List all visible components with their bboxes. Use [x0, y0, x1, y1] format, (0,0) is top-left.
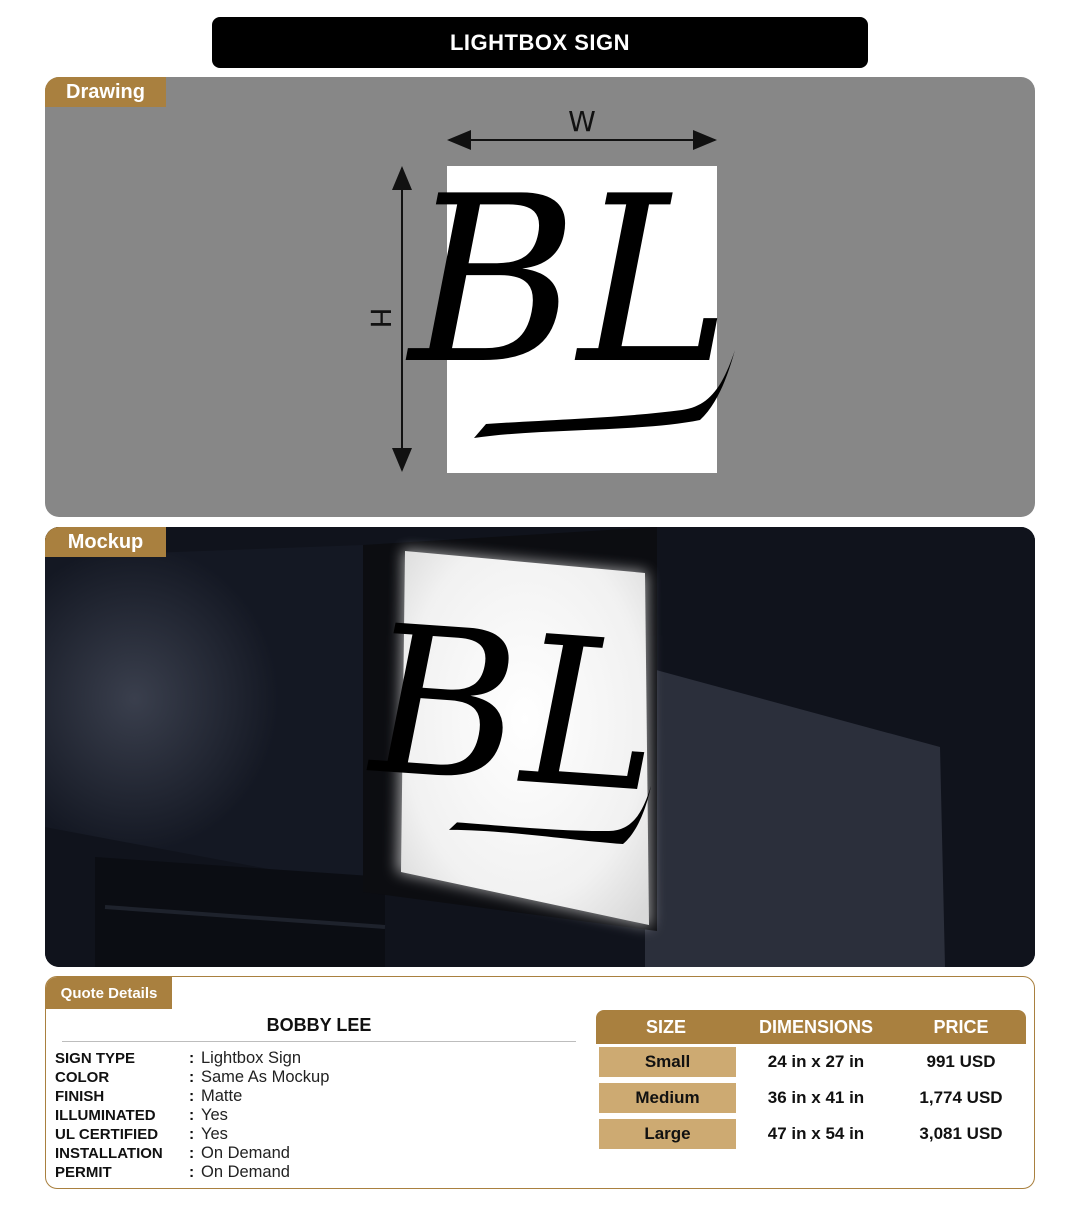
- table-row: [596, 1116, 1026, 1152]
- building-wall: [45, 545, 365, 887]
- spec-colon: :: [189, 1087, 195, 1105]
- header-dimensions: DIMENSIONS: [758, 1016, 873, 1037]
- spec-label: COLOR: [55, 1069, 110, 1086]
- price-table: [596, 1010, 1026, 1152]
- spec-row: [55, 1049, 575, 1068]
- spec-row: [55, 1068, 575, 1087]
- quote-details: [45, 976, 1035, 1189]
- dimension-drawing: [45, 77, 1035, 517]
- header-price: PRICE: [933, 1016, 989, 1037]
- quote-tag: Quote Details: [46, 977, 172, 1009]
- spec-list: [55, 1049, 575, 1182]
- spec-row: [55, 1125, 575, 1144]
- mockup-panel: [45, 527, 1035, 967]
- spec-label: FINISH: [55, 1088, 105, 1105]
- mockup-monogram: [366, 580, 657, 846]
- spec-value: Yes: [201, 1106, 228, 1124]
- mockup-monogram-text: BL: [369, 580, 657, 840]
- table-row: [596, 1044, 1026, 1080]
- spec-row: [55, 1106, 575, 1125]
- dimensions-cell: 24 in x 27 in: [767, 1052, 865, 1071]
- spec-label: SIGN TYPE: [55, 1050, 136, 1067]
- spec-colon: :: [189, 1068, 195, 1086]
- mockup-tag: Mockup: [45, 527, 166, 557]
- spec-row: [55, 1144, 575, 1163]
- spec-value: Lightbox Sign: [201, 1049, 301, 1067]
- drawing-tag: Drawing: [45, 77, 166, 107]
- spec-label: INSTALLATION: [55, 1145, 163, 1162]
- monogram-text: BL: [409, 148, 731, 415]
- spec-label: UL CERTIFIED: [55, 1126, 159, 1143]
- spec-value: On Demand: [201, 1163, 290, 1181]
- width-label: W: [568, 105, 596, 138]
- spec-label: ILLUMINATED: [55, 1107, 156, 1124]
- spec-value: Matte: [201, 1087, 243, 1105]
- price-table-header: [596, 1010, 1026, 1044]
- spec-value: Yes: [201, 1125, 228, 1143]
- size-cell: Small: [599, 1047, 736, 1077]
- spec-value: On Demand: [201, 1144, 290, 1162]
- spec-colon: :: [189, 1106, 195, 1124]
- mockup-scene: [45, 527, 1035, 967]
- spec-colon: :: [189, 1144, 195, 1162]
- spec-colon: :: [189, 1049, 195, 1067]
- price-cell: 991 USD: [926, 1052, 996, 1071]
- page-title: LIGHTBOX SIGN: [212, 17, 868, 68]
- monogram-logo: [405, 148, 735, 438]
- spec-row: [55, 1163, 575, 1182]
- table-row: [596, 1080, 1026, 1116]
- customer-name: BOBBY LEE: [62, 1015, 576, 1042]
- spec-colon: :: [189, 1163, 195, 1181]
- header-size: SIZE: [645, 1016, 686, 1037]
- height-label: H: [364, 307, 397, 329]
- size-cell: Large: [599, 1119, 736, 1149]
- drawing-panel: [45, 77, 1035, 517]
- dimensions-cell: 36 in x 41 in: [767, 1088, 865, 1107]
- spec-value: Same As Mockup: [201, 1068, 330, 1086]
- spec-label: PERMIT: [55, 1164, 112, 1181]
- spec-colon: :: [189, 1125, 195, 1143]
- dimensions-cell: 47 in x 54 in: [767, 1124, 865, 1143]
- price-cell: 3,081 USD: [919, 1124, 1003, 1143]
- spec-row: [55, 1087, 575, 1106]
- price-cell: 1,774 USD: [919, 1088, 1003, 1107]
- size-cell: Medium: [599, 1083, 736, 1113]
